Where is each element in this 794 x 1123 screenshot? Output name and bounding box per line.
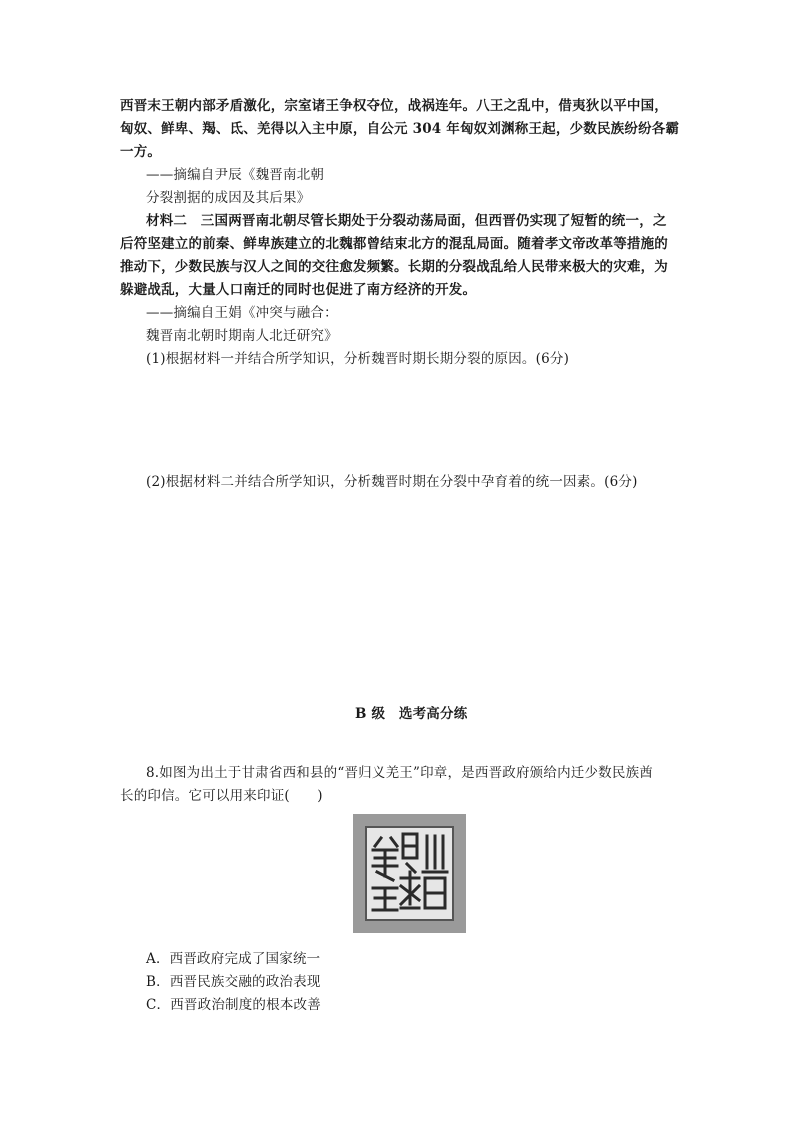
question-8-line-1: 8.如图为出土于甘肃省西和县的“晋归义羌王”印章，是西晋政府颁给内迁少数民族酋: [146, 765, 653, 781]
citation1-line-1: ——摘编自尹辰《魏晋南北朝: [146, 167, 325, 183]
question-8-line-2: 长的印信。它可以用来印证( ): [120, 788, 323, 804]
option-c: C．西晋政治制度的根本改善: [146, 997, 321, 1013]
section-title: B 级 选考高分练: [355, 706, 468, 722]
question-1: (1)根据材料一并结合所学知识，分析魏晋时期长期分裂的原因。(6分): [146, 351, 570, 367]
question-2: (2)根据材料二并结合所学知识，分析魏晋时期在分裂中孕育着的统一因素。(6分): [146, 474, 638, 490]
material2-line-2: 后符坚建立的前秦、鲜卑族建立的北魏都曾结束北方的混乱局面。随着孝文帝改革等措施的: [120, 236, 668, 252]
option-a: A．西晋政府完成了国家统一: [146, 951, 321, 967]
material2-line-1: 材料二 三国两晋南北朝尽管长期处于分裂动荡局面，但西晋仍实现了短暂的统一，之: [146, 213, 667, 229]
material2-line-4: 躲避战乱，大量人口南迁的同时也促进了南方经济的开发。: [120, 282, 477, 298]
citation2-line-1: ——摘编自王娟《冲突与融合：: [146, 305, 338, 321]
material1-line-1: 西晋末王朝内部矛盾激化，宗室诸王争权夺位，战祸连年。八王之乱中，借夷狄以平中国，: [120, 98, 668, 114]
material1-line-2: 匈奴、鲜卑、羯、氐、羌得以入主中原，自公元 304 年匈奴刘渊称王起，少数民族纷纷各霸: [120, 121, 680, 137]
seal-face: [365, 826, 454, 921]
option-b: B．西晋民族交融的政治表现: [146, 974, 321, 990]
citation1-line-2: 分裂割据的成因及其后果》: [146, 190, 311, 206]
seal-script-graphic: [367, 828, 452, 919]
seal-image: [353, 814, 466, 933]
material2-line-3: 推动下，少数民族与汉人之间的交往愈发频繁。长期的分裂战乱给人民带来极大的灾难，为: [120, 259, 668, 275]
citation2-line-2: 魏晋南北朝时期南人北迁研究》: [146, 328, 338, 344]
material1-line-3: 一方。: [120, 144, 162, 160]
